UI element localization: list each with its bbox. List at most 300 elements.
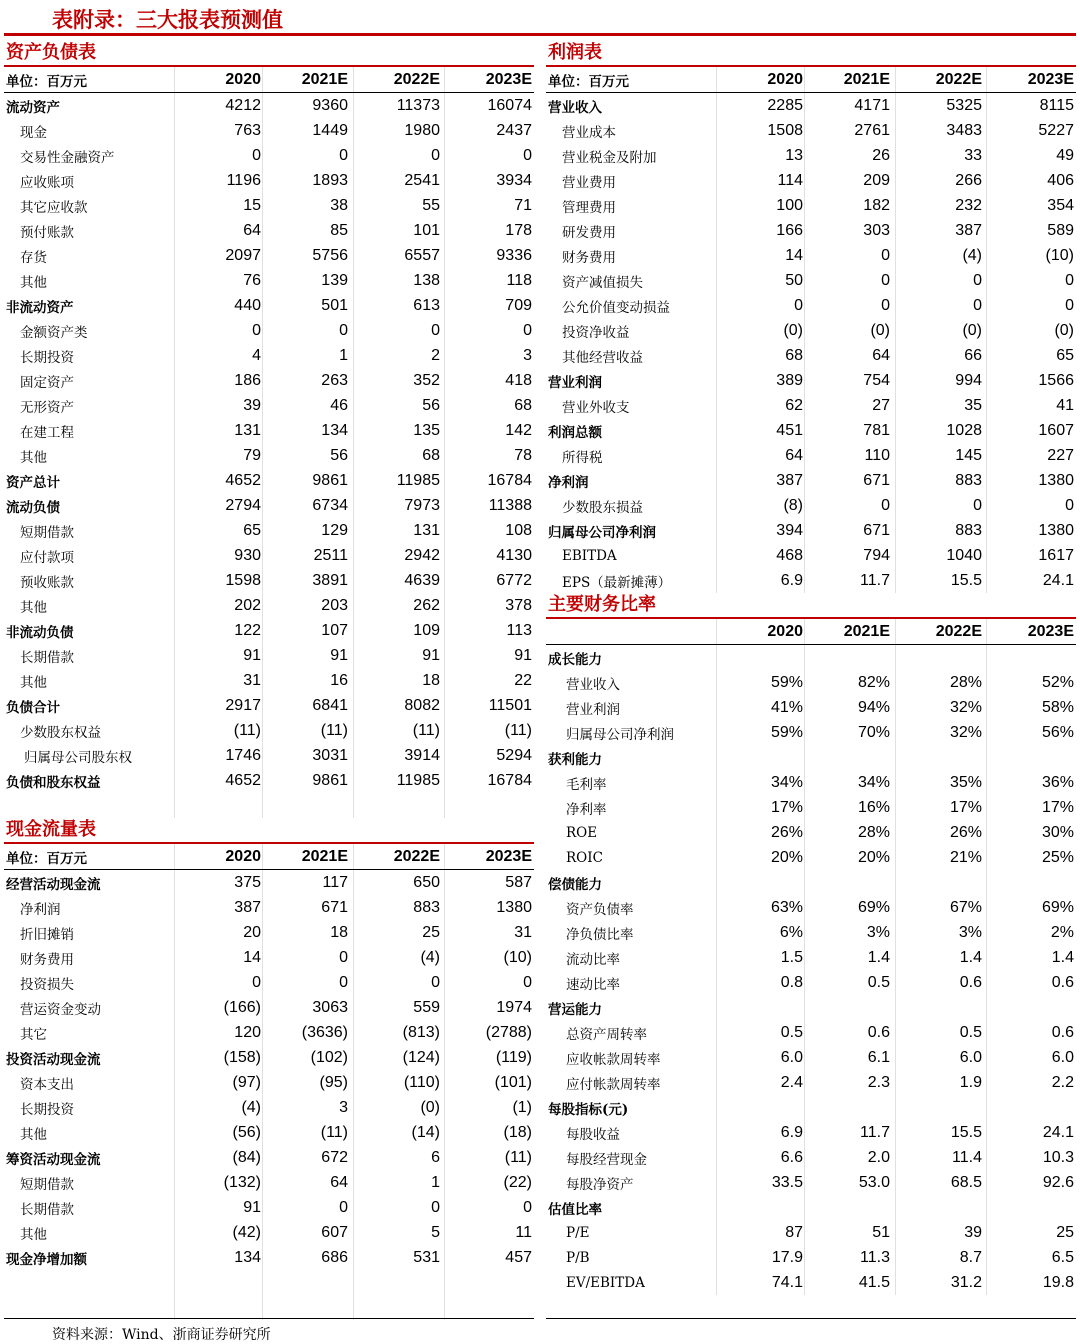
cell-value: 266 — [955, 171, 982, 189]
cell-value: 4130 — [496, 546, 532, 564]
table-row — [4, 93, 534, 118]
cell-value: 1607 — [1038, 421, 1074, 439]
cell-value: (102) — [310, 1048, 348, 1066]
table-row — [546, 1070, 1076, 1095]
row-label: 流动负债 — [6, 499, 60, 516]
cell-value: 262 — [413, 596, 440, 614]
table-row — [4, 1020, 534, 1045]
cell-value: 100 — [776, 196, 803, 214]
cell-value: (1) — [512, 1098, 532, 1116]
table-row — [4, 543, 534, 568]
cell-value: 2.3 — [867, 1073, 890, 1091]
cell-value: 607 — [321, 1223, 348, 1241]
cell-value: 101 — [413, 221, 440, 239]
table-row — [4, 1045, 534, 1070]
table-row — [546, 695, 1076, 720]
cell-value: 5 — [431, 1223, 440, 1241]
cell-value: (95) — [319, 1073, 348, 1091]
cell-value: 79 — [243, 446, 261, 464]
cell-value: 0 — [1065, 296, 1074, 314]
cell-value: 18 — [422, 671, 440, 689]
cell-value: 91 — [243, 646, 261, 664]
cell-value: 25% — [1041, 848, 1074, 866]
cell-value: 406 — [1047, 171, 1074, 189]
cell-value: 587 — [505, 873, 532, 891]
cell-value: 5227 — [1038, 121, 1074, 139]
cell-value: 0.5 — [867, 973, 890, 991]
cell-value: 41.5 — [858, 1273, 890, 1291]
cell-value: 0 — [523, 321, 532, 339]
cell-value: 6.9 — [780, 571, 803, 589]
cell-value: 135 — [413, 421, 440, 439]
row-label: 金额资产类 — [20, 324, 88, 341]
cell-value: 66 — [964, 346, 982, 364]
cell-value: 202 — [234, 596, 261, 614]
cell-value: (11) — [412, 721, 440, 739]
cell-value: 1598 — [225, 571, 261, 589]
section-title: 利润表 — [548, 42, 602, 63]
table-row — [546, 493, 1076, 518]
cell-value: (101) — [494, 1073, 532, 1091]
row-label: 其他经营收益 — [562, 349, 643, 366]
cell-value: 16784 — [487, 771, 532, 789]
cell-value: 4171 — [854, 96, 890, 114]
row-label: 其他 — [20, 1226, 47, 1243]
table-row — [4, 743, 534, 768]
row-label: 预付账款 — [20, 224, 74, 241]
table-row — [4, 218, 534, 243]
table-row — [546, 970, 1076, 995]
year-header: 2022E — [393, 847, 440, 865]
table-row — [546, 93, 1076, 118]
cell-value: (0) — [783, 321, 803, 339]
table-row — [4, 318, 534, 343]
cell-value: 58% — [1041, 698, 1074, 716]
year-header: 2022E — [393, 70, 440, 88]
table-row — [4, 1095, 534, 1120]
cell-value: (132) — [223, 1173, 261, 1191]
cell-value: 91 — [243, 1198, 261, 1216]
cell-value: 30% — [1041, 823, 1074, 841]
row-label: 毛利率 — [566, 776, 607, 793]
row-label: 其他 — [20, 1126, 47, 1143]
row-label: 长期投资 — [20, 349, 74, 366]
table-body — [4, 844, 534, 1320]
cell-value: 0 — [339, 321, 348, 339]
row-label: 成长能力 — [548, 651, 602, 668]
cell-value: 69% — [1041, 898, 1074, 916]
table-row — [4, 1170, 534, 1195]
cell-value: (4) — [241, 1098, 261, 1116]
cell-value: 1449 — [312, 121, 348, 139]
cell-value: 21% — [949, 848, 982, 866]
row-label: 资产总计 — [6, 474, 60, 491]
cell-value: 76 — [243, 271, 261, 289]
cell-value: 613 — [413, 296, 440, 314]
balance-sheet-panel — [4, 38, 534, 818]
cell-value: 65 — [1056, 346, 1074, 364]
cell-value: 531 — [413, 1248, 440, 1266]
row-label: P/E — [566, 1224, 590, 1241]
cell-value: 1.9 — [959, 1073, 982, 1091]
cell-value: 6.9 — [780, 1123, 803, 1141]
section-title: 现金流量表 — [6, 819, 96, 840]
cell-value: 11.7 — [860, 1123, 890, 1141]
table-row — [546, 1245, 1076, 1270]
cell-value: 0 — [523, 973, 532, 991]
cell-value: 6% — [779, 923, 803, 941]
cell-value: (166) — [223, 998, 261, 1016]
cell-value: 0.5 — [959, 1023, 982, 1041]
cell-value: 0 — [881, 296, 890, 314]
cell-value: 754 — [863, 371, 890, 389]
table-row — [546, 418, 1076, 443]
row-label: 长期投资 — [20, 1101, 74, 1118]
cell-value: 1380 — [1038, 521, 1074, 539]
row-label: 投资损失 — [20, 976, 74, 993]
table-row — [546, 820, 1076, 845]
income-statement-panel — [546, 38, 1076, 593]
cell-value: 114 — [777, 171, 803, 189]
table-row — [546, 118, 1076, 143]
table-row — [4, 1145, 534, 1170]
cell-value: 134 — [234, 1248, 261, 1266]
cell-value: 166 — [776, 221, 803, 239]
cell-value: 32% — [949, 723, 982, 741]
table-row — [546, 168, 1076, 193]
cell-value: 671 — [321, 898, 348, 916]
cell-value: 24.1 — [1042, 571, 1074, 589]
cell-value: 64 — [330, 1173, 348, 1191]
cell-value: 6.0 — [959, 1048, 982, 1066]
cell-value: 232 — [955, 196, 982, 214]
row-label: ROE — [566, 824, 598, 841]
cell-value: 883 — [413, 898, 440, 916]
cell-value: (3636) — [301, 1023, 348, 1041]
cell-value: 32% — [949, 698, 982, 716]
table-row — [4, 618, 534, 643]
cell-value: 4652 — [225, 471, 261, 489]
cell-value: 15.5 — [950, 1123, 982, 1141]
cell-value: 28% — [857, 823, 890, 841]
row-label: 筹资活动现金流 — [6, 1151, 101, 1168]
cell-value: 387 — [234, 898, 261, 916]
cell-value: 0.6 — [867, 1023, 890, 1041]
row-label: 净利润 — [548, 474, 589, 491]
row-label: 现金 — [20, 124, 47, 141]
row-label: 每股收益 — [566, 1126, 620, 1143]
cell-value: 113 — [506, 621, 532, 639]
cell-value: 451 — [776, 421, 803, 439]
table-row — [4, 1070, 534, 1095]
cell-value: 0 — [1065, 496, 1074, 514]
table-row — [4, 193, 534, 218]
table-row — [4, 468, 534, 493]
cell-value: (56) — [232, 1123, 261, 1141]
row-label: 所得税 — [562, 449, 603, 466]
cell-value: (4) — [962, 246, 982, 264]
year-header: 2021E — [843, 70, 890, 88]
cell-value: (10) — [1045, 246, 1074, 264]
cell-value: 53.0 — [858, 1173, 890, 1191]
row-label: 每股经营现金 — [566, 1151, 647, 1168]
cell-value: (97) — [232, 1073, 261, 1091]
cell-value: 118 — [506, 271, 532, 289]
cell-value: 3% — [866, 923, 890, 941]
cell-value: 671 — [863, 471, 890, 489]
cell-value: 59% — [770, 673, 803, 691]
cell-value: 14 — [243, 948, 261, 966]
table-row — [4, 293, 534, 318]
cell-value: 63% — [770, 898, 803, 916]
table-row — [4, 970, 534, 995]
table-row — [546, 293, 1076, 318]
cell-value: 65 — [243, 521, 261, 539]
cell-value: 15 — [243, 196, 261, 214]
cell-value: 994 — [955, 371, 982, 389]
cell-value: 1974 — [496, 998, 532, 1016]
cell-value: (10) — [503, 948, 532, 966]
table-row — [4, 243, 534, 268]
table-row — [4, 1245, 534, 1270]
row-label: 折旧摊销 — [20, 926, 74, 943]
cell-value: 94% — [857, 698, 890, 716]
cell-value: 20% — [770, 848, 803, 866]
table-row — [546, 368, 1076, 393]
cell-value: 16% — [857, 798, 890, 816]
section-title: 资产负债表 — [6, 42, 96, 63]
table-body — [546, 619, 1076, 1295]
table-row — [4, 418, 534, 443]
cell-value: 378 — [505, 596, 532, 614]
cell-value: 468 — [776, 546, 803, 564]
year-header: 2023E — [485, 70, 532, 88]
cell-value: 3031 — [312, 746, 348, 764]
cell-value: 145 — [955, 446, 982, 464]
cell-value: 64 — [785, 446, 803, 464]
cell-value: 0 — [881, 246, 890, 264]
cell-value: 0 — [523, 146, 532, 164]
cell-value: 10.3 — [1042, 1148, 1074, 1166]
cell-value: 56 — [422, 396, 440, 414]
cell-value: 375 — [234, 873, 261, 891]
year-header: 2022E — [935, 622, 982, 640]
cell-value: 3 — [523, 346, 532, 364]
cell-value: 1.4 — [1051, 948, 1074, 966]
cell-value: 28% — [949, 673, 982, 691]
table-row — [546, 670, 1076, 695]
table-row — [4, 393, 534, 418]
cell-value: (22) — [503, 1173, 532, 1191]
row-label: 非流动负债 — [6, 624, 74, 641]
cell-value: 6.0 — [780, 1048, 803, 1066]
table-row — [546, 1270, 1076, 1295]
cell-value: 41% — [770, 698, 803, 716]
cell-value: 0 — [339, 948, 348, 966]
cell-value: 11 — [515, 1223, 532, 1241]
blank-row — [4, 1295, 534, 1320]
unit-label: 单位：百万元 — [6, 850, 87, 867]
cell-value: 62 — [785, 396, 803, 414]
cell-value: 2% — [1050, 923, 1074, 941]
cell-value: (4) — [420, 948, 440, 966]
table-row — [546, 920, 1076, 945]
cell-value: 8082 — [404, 696, 440, 714]
cell-value: 51 — [872, 1223, 890, 1241]
table-row — [4, 995, 534, 1020]
cell-value: 67% — [949, 898, 982, 916]
cell-value: 107 — [321, 621, 348, 639]
cell-value: 17% — [770, 798, 803, 816]
cell-value: 589 — [1047, 221, 1074, 239]
cell-value: 20 — [243, 923, 261, 941]
table-row — [546, 393, 1076, 418]
cell-value: 11501 — [488, 696, 532, 714]
table-row — [546, 318, 1076, 343]
cell-value: 5756 — [312, 246, 348, 264]
cell-value: 930 — [234, 546, 261, 564]
cell-value: 1508 — [767, 121, 803, 139]
cell-value: 0 — [881, 271, 890, 289]
cell-value: 0.5 — [780, 1023, 803, 1041]
cell-value: 27 — [872, 396, 890, 414]
cell-value: 6.6 — [780, 1148, 803, 1166]
table-row — [546, 720, 1076, 745]
cell-value: 33.5 — [771, 1173, 803, 1191]
blank-row — [4, 1270, 534, 1295]
cell-value: 68 — [785, 346, 803, 364]
row-label: 在建工程 — [20, 424, 74, 441]
table-row — [546, 1120, 1076, 1145]
cell-value: 16 — [330, 671, 348, 689]
cell-value: 11.3 — [860, 1248, 890, 1266]
cell-value: 120 — [234, 1023, 261, 1041]
cell-value: 142 — [505, 421, 532, 439]
cell-value: 22 — [514, 671, 532, 689]
cash-flow-heading — [4, 815, 534, 844]
row-label: 无形资产 — [20, 399, 74, 416]
cell-value: 686 — [321, 1248, 348, 1266]
row-label: 营业成本 — [562, 124, 616, 141]
row-label: 归属母公司股东权 — [24, 749, 132, 766]
row-label: 预收账款 — [20, 574, 74, 591]
row-label: 流动资产 — [6, 99, 60, 116]
cell-value: 2761 — [854, 121, 890, 139]
cell-value: 4652 — [225, 771, 261, 789]
row-label: 其他 — [20, 599, 47, 616]
cell-value: 39 — [964, 1223, 982, 1241]
table-row — [4, 870, 534, 895]
table-row — [546, 995, 1076, 1020]
cell-value: 2942 — [404, 546, 440, 564]
table-row — [4, 693, 534, 718]
cell-value: 763 — [234, 121, 261, 139]
table-row — [546, 143, 1076, 168]
cell-value: 1.5 — [780, 948, 803, 966]
cell-value: 2541 — [404, 171, 440, 189]
cell-value: 2285 — [767, 96, 803, 114]
table-row — [546, 845, 1076, 870]
cell-value: 2511 — [313, 546, 348, 564]
cell-value: (42) — [232, 1223, 261, 1241]
cell-value: (11) — [320, 1123, 348, 1141]
row-label: P/B — [566, 1249, 590, 1266]
row-label: 资产减值损失 — [562, 274, 643, 291]
row-label: 存货 — [20, 249, 47, 266]
table-body — [546, 67, 1076, 593]
cell-value: 1566 — [1038, 371, 1074, 389]
cell-value: 11.4 — [952, 1148, 982, 1166]
cell-value: 13 — [785, 146, 803, 164]
cell-value: 5294 — [496, 746, 532, 764]
cell-value: 4212 — [225, 96, 261, 114]
cell-value: 178 — [505, 221, 532, 239]
balance-sheet-heading — [4, 38, 534, 67]
table-row — [546, 518, 1076, 543]
table-row — [4, 920, 534, 945]
cell-value: 0 — [973, 271, 982, 289]
table-row — [4, 1120, 534, 1145]
year-header: 2020 — [767, 622, 803, 640]
cell-value: 15.5 — [950, 571, 982, 589]
cell-value: (0) — [962, 321, 982, 339]
cell-value: 11388 — [488, 496, 532, 514]
table-row — [4, 668, 534, 693]
cell-value: 1.4 — [959, 948, 982, 966]
cell-value: 64 — [872, 346, 890, 364]
cell-value: 559 — [413, 998, 440, 1016]
row-label: 其他 — [20, 274, 47, 291]
cell-value: 71 — [514, 196, 532, 214]
table-row — [4, 945, 534, 970]
cell-value: 39 — [243, 396, 261, 414]
cell-value: 3 — [339, 1098, 348, 1116]
cell-value: 794 — [863, 546, 890, 564]
cell-value: 1380 — [1038, 471, 1074, 489]
cell-value: 134 — [321, 421, 348, 439]
row-label: 交易性金融资产 — [20, 149, 115, 166]
cell-value: 3063 — [312, 998, 348, 1016]
table-row — [4, 895, 534, 920]
cell-value: 9336 — [496, 246, 532, 264]
cell-value: 5325 — [946, 96, 982, 114]
cell-value: 17% — [949, 798, 982, 816]
cell-value: 108 — [505, 521, 532, 539]
cell-value: (2788) — [485, 1023, 532, 1041]
table-row — [4, 643, 534, 668]
ratios-heading — [546, 590, 1076, 619]
cell-value: 1040 — [946, 546, 982, 564]
cell-value: 56% — [1041, 723, 1074, 741]
cell-value: 8115 — [1039, 96, 1074, 114]
table-row — [546, 870, 1076, 895]
cell-value: 672 — [321, 1148, 348, 1166]
cell-value: 35% — [949, 773, 982, 791]
table-row — [546, 243, 1076, 268]
cell-value: 6841 — [312, 696, 348, 714]
cell-value: 82% — [857, 673, 890, 691]
cell-value: 11373 — [396, 96, 440, 114]
cell-value: 0 — [339, 1198, 348, 1216]
cell-value: 0 — [1065, 271, 1074, 289]
cash-flow-panel — [4, 815, 534, 1320]
cell-value: 14 — [785, 246, 803, 264]
cell-value: 31.2 — [950, 1273, 982, 1291]
row-label: 营业费用 — [562, 174, 616, 191]
row-label: 营运能力 — [548, 1001, 602, 1018]
row-label: 资产负债率 — [566, 901, 634, 918]
cell-value: 26% — [770, 823, 803, 841]
